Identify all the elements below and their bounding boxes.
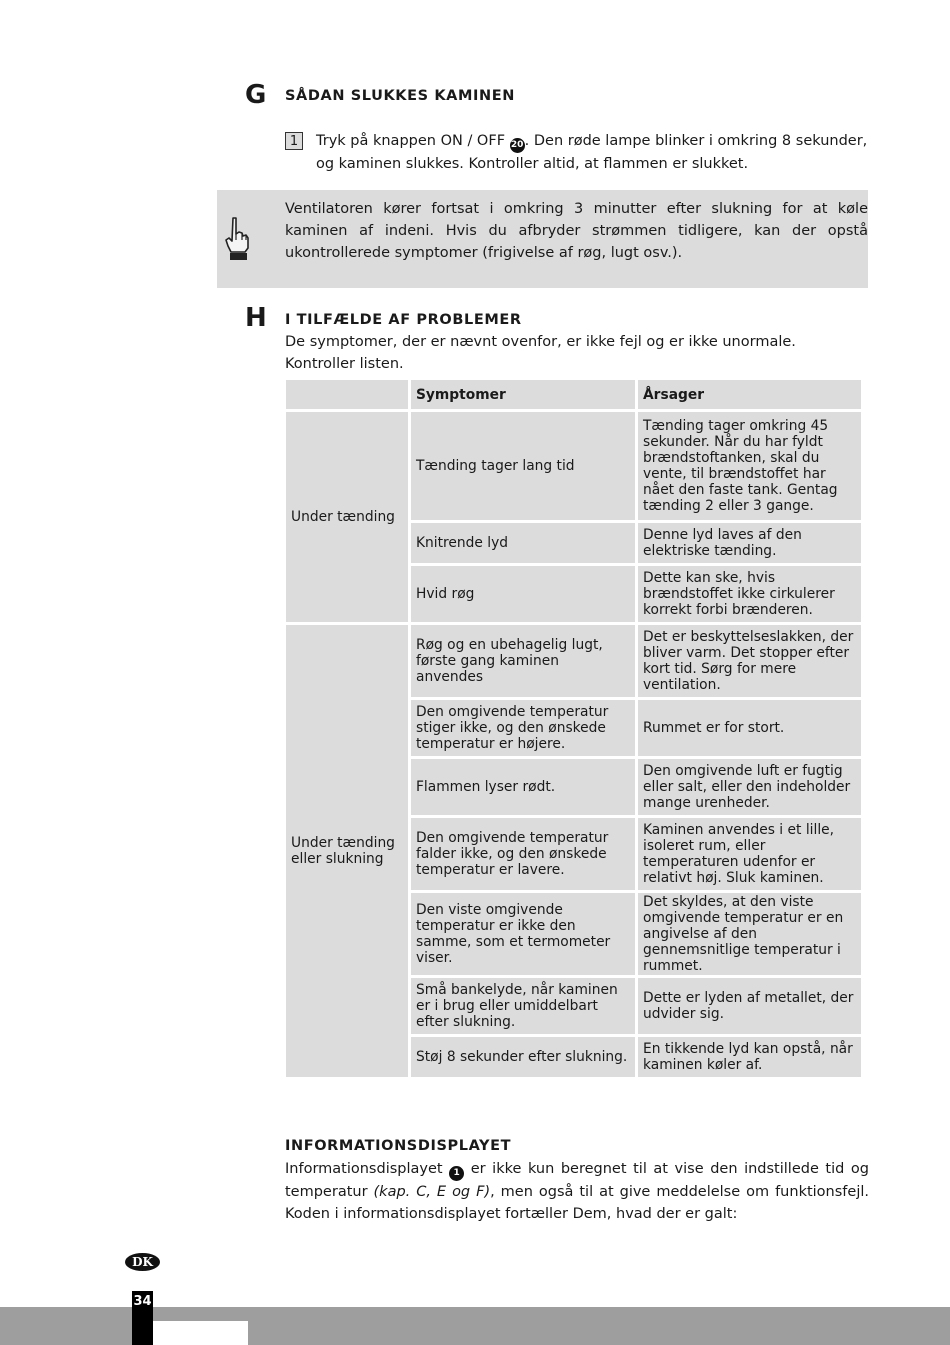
symptom-cell: Støj 8 sekunder efter slukning. [411, 1037, 635, 1077]
table-header-empty [286, 380, 408, 409]
table-header-row [286, 380, 861, 409]
table-header-symptom: Symptomer [411, 380, 635, 409]
step-number-box: 1 [285, 132, 303, 150]
cause-cell: Det er beskyttelseslakken, der bliver varm. Det stopper efter kort tid. Sørg for mere ventilation. [638, 625, 861, 697]
ref-badge-1: 1 [449, 1166, 464, 1181]
info-text: Informationsdisplayet 1 er ikke kun beregnet til at vise den indstillede tid og temperatur (kap. C, E og F), men også til at give meddelelse om funktionsfejl. Koden i informationsdisplayet fortæller Dem, hvad der er galt: [285, 1161, 869, 1222]
group-label: Under tænding eller slukning [286, 625, 408, 1077]
cause-cell: Det skyldes, at den viste omgivende temperatur er en angivelse af den gennemsnitlige temperatur i rummet. [638, 893, 861, 975]
cause-cell: Rummet er for stort. [638, 700, 861, 756]
symptom-cell: Røg og en ubehagelig lugt, første gang kaminen anvendes [411, 625, 635, 697]
cause-cell: Dette kan ske, hvis brændstoffet ikke cirkulerer korrekt forbi brænderen. [638, 566, 861, 622]
group-label: Under tænding [286, 412, 408, 622]
table-header-cause: Årsager [638, 380, 861, 409]
table-row [286, 625, 861, 697]
cause-cell: Kaminen anvendes i et lille, isoleret rum, eller temperaturen udenfor er relativt høj. Sluk kaminen. [638, 818, 861, 890]
language-badge: DK [125, 1253, 160, 1271]
symptom-cell: Flammen lyser rødt. [411, 759, 635, 815]
page-number: 34 [132, 1291, 153, 1345]
section-title-h: I TILFÆLDE AF PROBLEMER [285, 312, 522, 328]
section-title-g: SÅDAN SLUKKES KAMINEN [285, 88, 515, 104]
section-h-intro-1: De symptomer, der er nævnt ovenfor, er ikke fejl og er ikke unormale. [285, 334, 796, 350]
troubleshooting-table [283, 377, 864, 1080]
table-row [286, 412, 861, 520]
symptom-cell: Knitrende lyd [411, 523, 635, 563]
note-text: Ventilatoren kører fortsat i omkring 3 minutter efter slukning for at køle kaminen af indeni. Hvis du afbryder strømmen tidligere, kan der opstå ukontrollerede symptomer (frigivelse af røg, lugt osv.). [285, 201, 868, 261]
info-title: INFORMATIONSDISPLAYET [285, 1138, 512, 1154]
symptom-cell: Tænding tager lang tid [411, 412, 635, 520]
symptom-cell: Den omgivende temperatur stiger ikke, og den ønskede temperatur er højere. [411, 700, 635, 756]
symptom-cell: Hvid røg [411, 566, 635, 622]
section-h-intro-2: Kontroller listen. [285, 356, 404, 372]
pointing-hand-icon [221, 216, 251, 262]
footer-white-tab [153, 1321, 248, 1345]
step-text: Tryk på knappen ON / OFF 20. Den røde lampe blinker i omkring 8 sekunder, og kaminen slukkes. Kontroller altid, at flammen er slukket. [316, 133, 868, 172]
symptom-cell: Den omgivende temperatur falder ikke, og den ønskede temperatur er lavere. [411, 818, 635, 890]
cause-cell: Den omgivende luft er fugtig eller salt, eller den indeholder mange urenheder. [638, 759, 861, 815]
cause-cell: En tikkende lyd kan opstå, når kaminen køler af. [638, 1037, 861, 1077]
cause-cell: Denne lyd laves af den elektriske tænding. [638, 523, 861, 563]
cause-cell: Tænding tager omkring 45 sekunder. Når du har fyldt brændstoftanken, skal du vente, til brændstoffet har nået den faste tank. Gentag tænding 2 eller 3 gange. [638, 412, 861, 520]
section-letter-h: H [245, 303, 267, 333]
ref-badge-20: 20 [510, 138, 525, 153]
symptom-cell: Den viste omgivende temperatur er ikke den samme, som et termometer viser. [411, 893, 635, 975]
note-box [217, 190, 868, 288]
cause-cell: Dette er lyden af metallet, der udvider sig. [638, 978, 861, 1034]
symptom-cell: Små bankelyde, når kaminen er i brug eller umiddelbart efter slukning. [411, 978, 635, 1034]
section-letter-g: G [245, 80, 267, 110]
